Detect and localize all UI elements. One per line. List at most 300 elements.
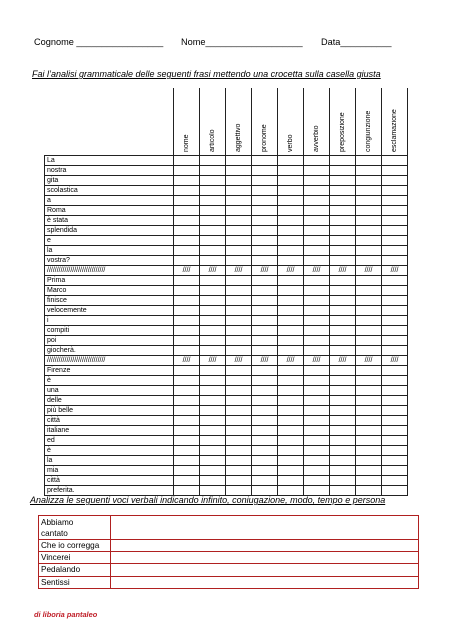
checkbox-cell-articolo[interactable] (200, 476, 226, 486)
checkbox-cell-congiunzione[interactable] (356, 296, 382, 306)
checkbox-cell-pronome[interactable] (252, 406, 278, 416)
checkbox-cell-aggettivo[interactable] (226, 326, 252, 336)
checkbox-cell-verbo[interactable] (278, 446, 304, 456)
checkbox-cell-congiunzione[interactable] (356, 416, 382, 426)
separator-mark: //// (304, 266, 330, 276)
checkbox-cell-preposizione[interactable] (330, 286, 356, 296)
checkbox-cell-esclamazione[interactable] (382, 396, 408, 406)
checkbox-cell-aggettivo[interactable] (226, 436, 252, 446)
checkbox-cell-verbo[interactable] (278, 176, 304, 186)
checkbox-cell-avverbio[interactable] (304, 326, 330, 336)
checkbox-cell-congiunzione[interactable] (356, 206, 382, 216)
checkbox-cell-pronome[interactable] (252, 296, 278, 306)
checkbox-cell-verbo[interactable] (278, 416, 304, 426)
word-row (45, 416, 408, 426)
checkbox-cell-congiunzione[interactable] (356, 276, 382, 286)
checkbox-cell-avverbio[interactable] (304, 176, 330, 186)
checkbox-cell-aggettivo[interactable] (226, 346, 252, 356)
checkbox-cell-congiunzione[interactable] (356, 446, 382, 456)
checkbox-cell-avverbio[interactable] (304, 296, 330, 306)
checkbox-cell-avverbio[interactable] (304, 386, 330, 396)
checkbox-cell-avverbio[interactable] (304, 156, 330, 166)
checkbox-cell-esclamazione[interactable] (382, 166, 408, 176)
checkbox-cell-preposizione[interactable] (330, 306, 356, 316)
verb-label (39, 564, 111, 576)
checkbox-cell-congiunzione[interactable] (356, 256, 382, 266)
checkbox-cell-nome[interactable] (174, 286, 200, 296)
checkbox-cell-avverbio[interactable] (304, 186, 330, 196)
checkbox-cell-congiunzione[interactable] (356, 196, 382, 206)
checkbox-cell-avverbio[interactable] (304, 216, 330, 226)
checkbox-cell-congiunzione[interactable] (356, 236, 382, 246)
checkbox-cell-aggettivo[interactable] (226, 176, 252, 186)
checkbox-cell-preposizione[interactable] (330, 436, 356, 446)
checkbox-cell-esclamazione[interactable] (382, 206, 408, 216)
checkbox-cell-verbo[interactable] (278, 206, 304, 216)
checkbox-cell-congiunzione[interactable] (356, 476, 382, 486)
surname-field[interactable]: Cognome _________________ (34, 37, 164, 47)
checkbox-cell-preposizione[interactable] (330, 206, 356, 216)
checkbox-cell-aggettivo[interactable] (226, 306, 252, 316)
checkbox-cell-preposizione[interactable] (330, 186, 356, 196)
checkbox-cell-preposizione[interactable] (330, 326, 356, 336)
checkbox-cell-avverbio[interactable] (304, 236, 330, 246)
checkbox-cell-articolo[interactable] (200, 376, 226, 386)
checkbox-cell-verbo[interactable] (278, 196, 304, 206)
checkbox-cell-nome[interactable] (174, 466, 200, 476)
checkbox-cell-nome[interactable] (174, 156, 200, 166)
checkbox-cell-articolo[interactable] (200, 306, 226, 316)
checkbox-cell-pronome[interactable] (252, 426, 278, 436)
checkbox-cell-pronome[interactable] (252, 206, 278, 216)
checkbox-cell-congiunzione[interactable] (356, 366, 382, 376)
checkbox-cell-pronome[interactable] (252, 186, 278, 196)
checkbox-cell-congiunzione[interactable] (356, 316, 382, 326)
checkbox-cell-preposizione[interactable] (330, 216, 356, 226)
checkbox-cell-aggettivo[interactable] (226, 476, 252, 486)
checkbox-cell-pronome[interactable] (252, 436, 278, 446)
checkbox-cell-preposizione[interactable] (330, 156, 356, 166)
checkbox-cell-esclamazione[interactable] (382, 276, 408, 286)
checkbox-cell-aggettivo[interactable] (226, 406, 252, 416)
verb-answer-cell[interactable] (111, 540, 419, 552)
checkbox-cell-congiunzione[interactable] (356, 346, 382, 356)
checkbox-cell-esclamazione[interactable] (382, 246, 408, 256)
checkbox-cell-articolo[interactable] (200, 366, 226, 376)
checkbox-cell-articolo[interactable] (200, 296, 226, 306)
checkbox-cell-congiunzione[interactable] (356, 226, 382, 236)
checkbox-cell-verbo[interactable] (278, 306, 304, 316)
checkbox-cell-aggettivo[interactable] (226, 156, 252, 166)
checkbox-cell-esclamazione[interactable] (382, 176, 408, 186)
checkbox-cell-pronome[interactable] (252, 256, 278, 266)
checkbox-cell-verbo[interactable] (278, 426, 304, 436)
checkbox-cell-esclamazione[interactable] (382, 426, 408, 436)
checkbox-cell-esclamazione[interactable] (382, 316, 408, 326)
checkbox-cell-nome[interactable] (174, 226, 200, 236)
checkbox-cell-pronome[interactable] (252, 386, 278, 396)
checkbox-cell-congiunzione[interactable] (356, 466, 382, 476)
checkbox-cell-verbo[interactable] (278, 476, 304, 486)
checkbox-cell-verbo[interactable] (278, 276, 304, 286)
checkbox-cell-aggettivo[interactable] (226, 166, 252, 176)
checkbox-cell-articolo[interactable] (200, 466, 226, 476)
checkbox-cell-preposizione[interactable] (330, 276, 356, 286)
checkbox-cell-avverbio[interactable] (304, 456, 330, 466)
checkbox-cell-avverbio[interactable] (304, 226, 330, 236)
checkbox-cell-verbo[interactable] (278, 486, 304, 496)
checkbox-cell-avverbio[interactable] (304, 426, 330, 436)
checkbox-cell-verbo[interactable] (278, 336, 304, 346)
checkbox-cell-verbo[interactable] (278, 286, 304, 296)
checkbox-cell-nome[interactable] (174, 276, 200, 286)
checkbox-cell-pronome[interactable] (252, 196, 278, 206)
checkbox-cell-aggettivo[interactable] (226, 286, 252, 296)
checkbox-cell-articolo[interactable] (200, 216, 226, 226)
checkbox-cell-preposizione[interactable] (330, 446, 356, 456)
checkbox-cell-verbo[interactable] (278, 296, 304, 306)
checkbox-cell-nome[interactable] (174, 186, 200, 196)
checkbox-cell-pronome[interactable] (252, 376, 278, 386)
checkbox-cell-congiunzione[interactable] (356, 286, 382, 296)
checkbox-cell-nome[interactable] (174, 326, 200, 336)
checkbox-cell-nome[interactable] (174, 316, 200, 326)
checkbox-cell-nome[interactable] (174, 296, 200, 306)
checkbox-cell-congiunzione[interactable] (356, 386, 382, 396)
checkbox-cell-articolo[interactable] (200, 246, 226, 256)
checkbox-cell-congiunzione[interactable] (356, 326, 382, 336)
checkbox-cell-esclamazione[interactable] (382, 376, 408, 386)
checkbox-cell-nome[interactable] (174, 346, 200, 356)
word-row (45, 296, 408, 306)
checkbox-cell-preposizione[interactable] (330, 246, 356, 256)
checkbox-cell-avverbio[interactable] (304, 206, 330, 216)
checkbox-cell-articolo[interactable] (200, 336, 226, 346)
checkbox-cell-avverbio[interactable] (304, 366, 330, 376)
checkbox-cell-aggettivo[interactable] (226, 416, 252, 426)
checkbox-cell-avverbio[interactable] (304, 466, 330, 476)
checkbox-cell-verbo[interactable] (278, 346, 304, 356)
checkbox-cell-esclamazione[interactable] (382, 156, 408, 166)
checkbox-cell-pronome[interactable] (252, 166, 278, 176)
checkbox-cell-preposizione[interactable] (330, 316, 356, 326)
checkbox-cell-esclamazione[interactable] (382, 296, 408, 306)
checkbox-cell-congiunzione[interactable] (356, 246, 382, 256)
checkbox-cell-avverbio[interactable] (304, 396, 330, 406)
checkbox-cell-articolo[interactable] (200, 196, 226, 206)
verb-answer-cell[interactable] (111, 552, 419, 564)
checkbox-cell-pronome[interactable] (252, 236, 278, 246)
checkbox-cell-articolo[interactable] (200, 446, 226, 456)
checkbox-cell-avverbio[interactable] (304, 246, 330, 256)
checkbox-cell-verbo[interactable] (278, 236, 304, 246)
checkbox-cell-pronome[interactable] (252, 336, 278, 346)
checkbox-cell-pronome[interactable] (252, 466, 278, 476)
checkbox-cell-verbo[interactable] (278, 246, 304, 256)
checkbox-cell-preposizione[interactable] (330, 376, 356, 386)
checkbox-cell-preposizione[interactable] (330, 296, 356, 306)
checkbox-cell-preposizione[interactable] (330, 236, 356, 246)
checkbox-cell-avverbio[interactable] (304, 196, 330, 206)
checkbox-cell-articolo[interactable] (200, 396, 226, 406)
checkbox-cell-articolo[interactable] (200, 236, 226, 246)
checkbox-cell-verbo[interactable] (278, 456, 304, 466)
checkbox-cell-articolo[interactable] (200, 166, 226, 176)
checkbox-cell-aggettivo[interactable] (226, 446, 252, 456)
checkbox-cell-aggettivo[interactable] (226, 186, 252, 196)
checkbox-cell-aggettivo[interactable] (226, 296, 252, 306)
checkbox-cell-nome[interactable] (174, 486, 200, 496)
checkbox-cell-preposizione[interactable] (330, 486, 356, 496)
checkbox-cell-avverbio[interactable] (304, 256, 330, 266)
checkbox-cell-nome[interactable] (174, 306, 200, 316)
checkbox-cell-aggettivo[interactable] (226, 386, 252, 396)
checkbox-cell-articolo[interactable] (200, 326, 226, 336)
checkbox-cell-nome[interactable] (174, 196, 200, 206)
checkbox-cell-esclamazione[interactable] (382, 216, 408, 226)
checkbox-cell-esclamazione[interactable] (382, 386, 408, 396)
name-field[interactable]: Nome___________________ (181, 37, 303, 47)
checkbox-cell-preposizione[interactable] (330, 366, 356, 376)
checkbox-cell-articolo[interactable] (200, 156, 226, 166)
checkbox-cell-nome[interactable] (174, 456, 200, 466)
checkbox-cell-nome[interactable] (174, 416, 200, 426)
checkbox-cell-esclamazione[interactable] (382, 446, 408, 456)
checkbox-cell-nome[interactable] (174, 376, 200, 386)
checkbox-cell-articolo[interactable] (200, 206, 226, 216)
checkbox-cell-aggettivo[interactable] (226, 426, 252, 436)
checkbox-cell-articolo[interactable] (200, 386, 226, 396)
checkbox-cell-verbo[interactable] (278, 256, 304, 266)
checkbox-cell-aggettivo[interactable] (226, 486, 252, 496)
checkbox-cell-aggettivo[interactable] (226, 336, 252, 346)
checkbox-cell-verbo[interactable] (278, 386, 304, 396)
checkbox-cell-avverbio[interactable] (304, 276, 330, 286)
checkbox-cell-pronome[interactable] (252, 276, 278, 286)
checkbox-cell-preposizione[interactable] (330, 166, 356, 176)
checkbox-cell-avverbio[interactable] (304, 406, 330, 416)
checkbox-cell-pronome[interactable] (252, 156, 278, 166)
checkbox-cell-esclamazione[interactable] (382, 286, 408, 296)
checkbox-cell-esclamazione[interactable] (382, 406, 408, 416)
checkbox-cell-congiunzione[interactable] (356, 186, 382, 196)
checkbox-cell-verbo[interactable] (278, 466, 304, 476)
checkbox-cell-aggettivo[interactable] (226, 456, 252, 466)
checkbox-cell-articolo[interactable] (200, 426, 226, 436)
checkbox-cell-aggettivo[interactable] (226, 226, 252, 236)
checkbox-cell-verbo[interactable] (278, 316, 304, 326)
checkbox-cell-aggettivo[interactable] (226, 396, 252, 406)
checkbox-cell-verbo[interactable] (278, 326, 304, 336)
checkbox-cell-pronome[interactable] (252, 176, 278, 186)
checkbox-cell-congiunzione[interactable] (356, 406, 382, 416)
checkbox-cell-aggettivo[interactable] (226, 376, 252, 386)
checkbox-cell-preposizione[interactable] (330, 256, 356, 266)
checkbox-cell-preposizione[interactable] (330, 226, 356, 236)
checkbox-cell-esclamazione[interactable] (382, 326, 408, 336)
checkbox-cell-aggettivo[interactable] (226, 236, 252, 246)
checkbox-cell-pronome[interactable] (252, 306, 278, 316)
checkbox-cell-avverbio[interactable] (304, 286, 330, 296)
checkbox-cell-esclamazione[interactable] (382, 236, 408, 246)
checkbox-cell-articolo[interactable] (200, 226, 226, 236)
checkbox-cell-congiunzione[interactable] (356, 456, 382, 466)
checkbox-cell-nome[interactable] (174, 246, 200, 256)
checkbox-cell-verbo[interactable] (278, 406, 304, 416)
checkbox-cell-verbo[interactable] (278, 216, 304, 226)
checkbox-cell-preposizione[interactable] (330, 466, 356, 476)
checkbox-cell-pronome[interactable] (252, 446, 278, 456)
checkbox-cell-aggettivo[interactable] (226, 196, 252, 206)
checkbox-cell-esclamazione[interactable] (382, 366, 408, 376)
verb-answer-cell[interactable] (111, 564, 419, 576)
checkbox-cell-nome[interactable] (174, 176, 200, 186)
checkbox-cell-esclamazione[interactable] (382, 196, 408, 206)
checkbox-cell-preposizione[interactable] (330, 406, 356, 416)
checkbox-cell-articolo[interactable] (200, 406, 226, 416)
checkbox-cell-avverbio[interactable] (304, 416, 330, 426)
checkbox-cell-nome[interactable] (174, 436, 200, 446)
checkbox-cell-esclamazione[interactable] (382, 186, 408, 196)
checkbox-cell-avverbio[interactable] (304, 346, 330, 356)
checkbox-cell-aggettivo[interactable] (226, 466, 252, 476)
checkbox-cell-verbo[interactable] (278, 166, 304, 176)
checkbox-cell-articolo[interactable] (200, 346, 226, 356)
checkbox-cell-pronome[interactable] (252, 316, 278, 326)
checkbox-cell-preposizione[interactable] (330, 336, 356, 346)
checkbox-cell-aggettivo[interactable] (226, 366, 252, 376)
checkbox-cell-congiunzione[interactable] (356, 306, 382, 316)
checkbox-cell-aggettivo[interactable] (226, 316, 252, 326)
checkbox-cell-avverbio[interactable] (304, 336, 330, 346)
checkbox-cell-pronome[interactable] (252, 326, 278, 336)
checkbox-cell-esclamazione[interactable] (382, 226, 408, 236)
checkbox-cell-avverbio[interactable] (304, 476, 330, 486)
checkbox-cell-congiunzione[interactable] (356, 156, 382, 166)
checkbox-cell-esclamazione[interactable] (382, 476, 408, 486)
checkbox-cell-nome[interactable] (174, 426, 200, 436)
checkbox-cell-congiunzione[interactable] (356, 376, 382, 386)
checkbox-cell-congiunzione[interactable] (356, 216, 382, 226)
checkbox-cell-avverbio[interactable] (304, 316, 330, 326)
checkbox-cell-preposizione[interactable] (330, 476, 356, 486)
checkbox-cell-esclamazione[interactable] (382, 416, 408, 426)
checkbox-cell-articolo[interactable] (200, 436, 226, 446)
checkbox-cell-congiunzione[interactable] (356, 396, 382, 406)
checkbox-cell-nome[interactable] (174, 236, 200, 246)
checkbox-cell-congiunzione[interactable] (356, 436, 382, 446)
checkbox-cell-nome[interactable] (174, 166, 200, 176)
checkbox-cell-pronome[interactable] (252, 476, 278, 486)
checkbox-cell-pronome[interactable] (252, 226, 278, 236)
checkbox-cell-congiunzione[interactable] (356, 336, 382, 346)
checkbox-cell-preposizione[interactable] (330, 346, 356, 356)
checkbox-cell-avverbio[interactable] (304, 486, 330, 496)
checkbox-cell-congiunzione[interactable] (356, 486, 382, 496)
checkbox-cell-verbo[interactable] (278, 396, 304, 406)
checkbox-cell-esclamazione[interactable] (382, 346, 408, 356)
checkbox-cell-preposizione[interactable] (330, 456, 356, 466)
checkbox-cell-verbo[interactable] (278, 156, 304, 166)
checkbox-cell-pronome[interactable] (252, 396, 278, 406)
verb-answer-cell[interactable] (111, 576, 419, 588)
checkbox-cell-articolo[interactable] (200, 176, 226, 186)
checkbox-cell-avverbio[interactable] (304, 166, 330, 176)
checkbox-cell-avverbio[interactable] (304, 436, 330, 446)
checkbox-cell-avverbio[interactable] (304, 376, 330, 386)
checkbox-cell-pronome[interactable] (252, 416, 278, 426)
checkbox-cell-pronome[interactable] (252, 456, 278, 466)
checkbox-cell-esclamazione[interactable] (382, 436, 408, 446)
checkbox-cell-verbo[interactable] (278, 376, 304, 386)
checkbox-cell-preposizione[interactable] (330, 426, 356, 436)
checkbox-cell-congiunzione[interactable] (356, 166, 382, 176)
checkbox-cell-nome[interactable] (174, 396, 200, 406)
checkbox-cell-esclamazione[interactable] (382, 486, 408, 496)
checkbox-cell-pronome[interactable] (252, 286, 278, 296)
checkbox-cell-avverbio[interactable] (304, 306, 330, 316)
checkbox-cell-nome[interactable] (174, 216, 200, 226)
checkbox-cell-articolo[interactable] (200, 256, 226, 266)
checkbox-cell-nome[interactable] (174, 256, 200, 266)
checkbox-cell-nome[interactable] (174, 366, 200, 376)
checkbox-cell-articolo[interactable] (200, 286, 226, 296)
checkbox-cell-articolo[interactable] (200, 186, 226, 196)
checkbox-cell-verbo[interactable] (278, 226, 304, 236)
checkbox-cell-pronome[interactable] (252, 346, 278, 356)
checkbox-cell-pronome[interactable] (252, 486, 278, 496)
checkbox-cell-verbo[interactable] (278, 366, 304, 376)
checkbox-cell-esclamazione[interactable] (382, 256, 408, 266)
checkbox-cell-aggettivo[interactable] (226, 216, 252, 226)
date-field[interactable]: Data__________ (321, 37, 392, 47)
checkbox-cell-verbo[interactable] (278, 186, 304, 196)
checkbox-cell-verbo[interactable] (278, 436, 304, 446)
checkbox-cell-pronome[interactable] (252, 216, 278, 226)
checkbox-cell-congiunzione[interactable] (356, 426, 382, 436)
checkbox-cell-preposizione[interactable] (330, 416, 356, 426)
checkbox-cell-nome[interactable] (174, 476, 200, 486)
checkbox-cell-articolo[interactable] (200, 316, 226, 326)
checkbox-cell-aggettivo[interactable] (226, 206, 252, 216)
checkbox-cell-nome[interactable] (174, 336, 200, 346)
checkbox-cell-articolo[interactable] (200, 276, 226, 286)
checkbox-cell-nome[interactable] (174, 206, 200, 216)
checkbox-cell-avverbio[interactable] (304, 446, 330, 456)
checkbox-cell-articolo[interactable] (200, 486, 226, 496)
checkbox-cell-pronome[interactable] (252, 246, 278, 256)
checkbox-cell-esclamazione[interactable] (382, 336, 408, 346)
checkbox-cell-aggettivo[interactable] (226, 256, 252, 266)
verb-answer-cell[interactable] (111, 516, 419, 540)
checkbox-cell-esclamazione[interactable] (382, 456, 408, 466)
checkbox-cell-preposizione[interactable] (330, 396, 356, 406)
checkbox-cell-esclamazione[interactable] (382, 306, 408, 316)
checkbox-cell-aggettivo[interactable] (226, 276, 252, 286)
checkbox-cell-aggettivo[interactable] (226, 246, 252, 256)
checkbox-cell-articolo[interactable] (200, 416, 226, 426)
checkbox-cell-articolo[interactable] (200, 456, 226, 466)
checkbox-cell-nome[interactable] (174, 446, 200, 456)
checkbox-cell-congiunzione[interactable] (356, 176, 382, 186)
checkbox-cell-preposizione[interactable] (330, 176, 356, 186)
checkbox-cell-nome[interactable] (174, 406, 200, 416)
checkbox-cell-pronome[interactable] (252, 366, 278, 376)
checkbox-cell-preposizione[interactable] (330, 386, 356, 396)
checkbox-cell-nome[interactable] (174, 386, 200, 396)
checkbox-cell-esclamazione[interactable] (382, 466, 408, 476)
checkbox-cell-preposizione[interactable] (330, 196, 356, 206)
